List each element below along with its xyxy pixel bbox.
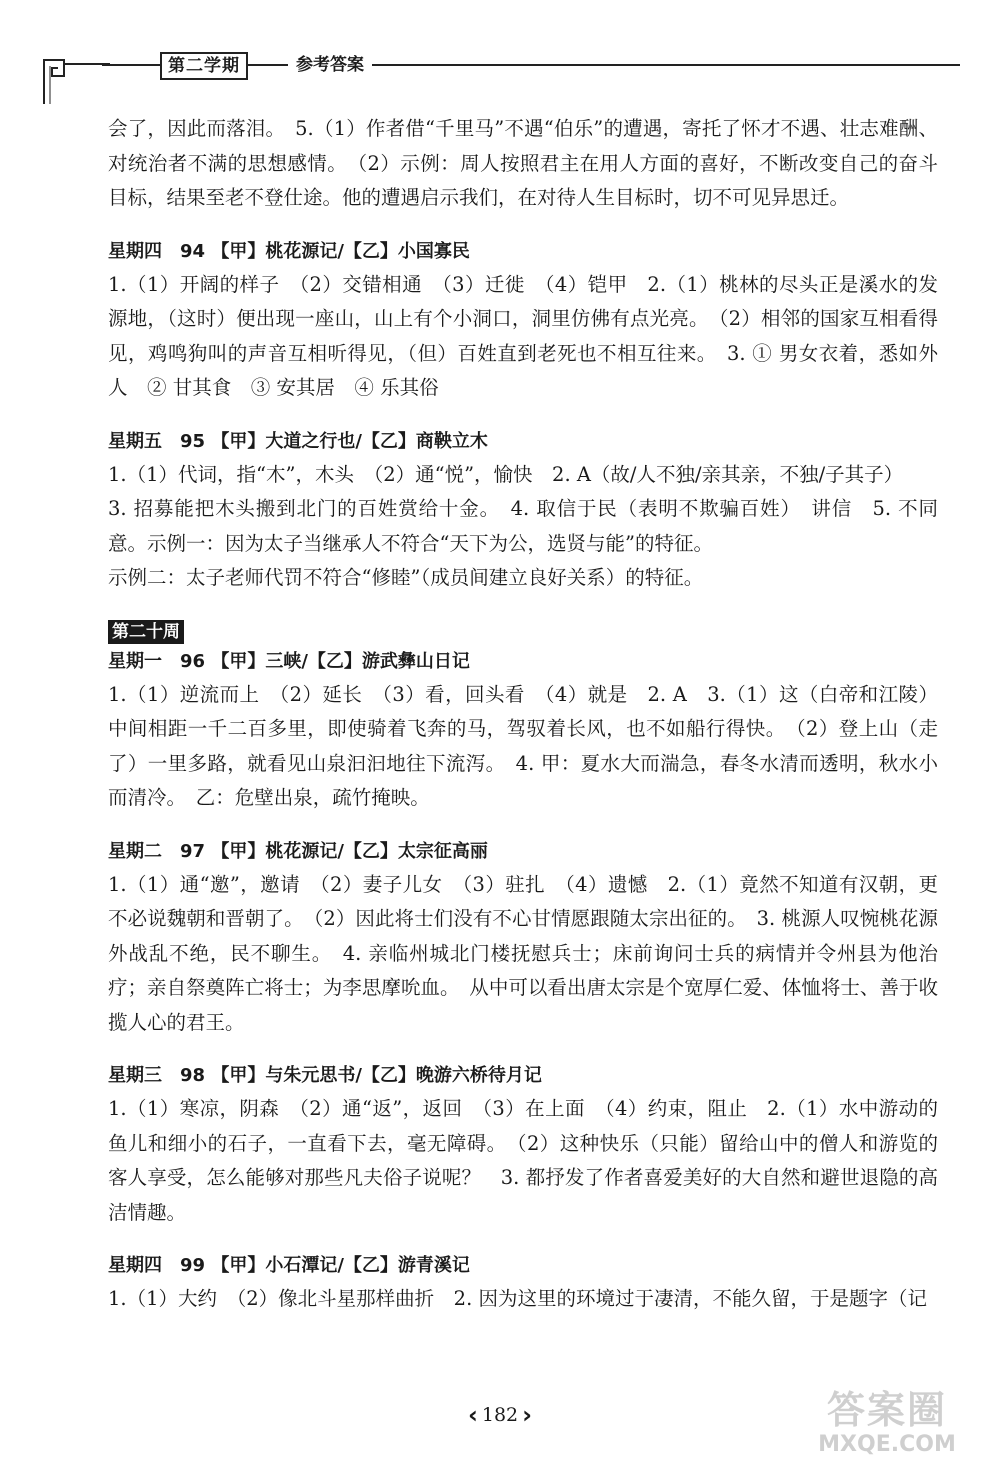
answer-paragraph: 3. 招募能把木头搬到北门的百姓赏给十金。 4. 取信于民（表明不欺骗百姓） 讲信 5. 不同意。示例一：因为太子当继承人不符合“天下为公，选贤与能”的特征。 [108, 497, 938, 555]
answer-paragraph: 1.（1）通“邀”，邀请 （2）妻子儿女 （3）驻扎 （4）遗憾 2.（1）竟然不知道有汉朝，更不必说魏朝和晋朝了。 （2）因此将士们没有不心甘情愿跟随太宗出征的。 3. 桃源人叹惋桃花源外战乱不绝，民不聊生。 4. 亲临州城北门楼抚慰兵士；床前询问士兵的病情并令州县为他治疗；亲自祭奠阵亡将士；为李思摩吮血。 从中可以看出唐太宗是个宽厚仁爱、体恤将士、善于收揽人心的君王。 [108, 872, 938, 1034]
corner-ornament-icon [42, 46, 112, 106]
page-number-group [467, 1401, 533, 1429]
answer-paragraph: 1.（1）代词，指“木”，木头 （2）通“悦”，愉快 2. A（故/人不独/亲其亲，不独/子其子） [108, 462, 904, 486]
semester-badge [160, 52, 248, 80]
section-heading: 星期五 95 【甲】大道之行也/【乙】商鞅立木 [108, 430, 488, 452]
header-title: 参考答案 [288, 52, 372, 78]
page-number: 182 [481, 1404, 519, 1426]
semester-label: 第二学期 [168, 56, 240, 76]
watermark-top: 答案圈 [826, 1388, 947, 1432]
week-badge: 第二十周 [108, 620, 184, 644]
opening-paragraph: 会了，因此而落泪。 5.（1）作者借“千里马”不遇“伯乐”的遭遇，寄托了怀才不遇、壮志难酬、对统治者不满的思想感情。 （2）示例：周人按照君主在用人方面的喜好，不断改变自己的奋斗目标，结果至老不登仕途。他的遭遇启示我们，在对待人生目标时，切不可见异思迁。 [108, 117, 938, 209]
chevron-left-icon: ‹ [467, 1401, 478, 1429]
watermark-logo [802, 1388, 972, 1468]
answer-content [108, 112, 938, 1317]
section-heading: 星期二 97 【甲】桃花源记/【乙】太宗征高丽 [108, 840, 488, 862]
answer-paragraph: 1.（1）逆流而上 （2）延长 （3）看，回头看 （4）就是 2. A 3.（1）这（白帝和江陵）中间相距一千二百多里，即使骑着飞奔的马，驾驭着长风，也不如船行得快。 （2）登上山（走了）一里多路，就看见山泉汩汩地往下流泻。 4. 甲：夏水大而湍急，春冬水清而透明，秋水小而清冷。 乙：危壁出泉，疏竹掩映。 [108, 682, 938, 809]
chevron-right-icon: › [522, 1401, 533, 1429]
page-header [42, 46, 960, 106]
answer-paragraph: 示例二：太子老师代罚不符合“修睦”（成员间建立良好关系）的特征。 [108, 566, 704, 589]
watermark-bottom: MXQE.COM [818, 1432, 956, 1457]
section-heading: 星期一 96 【甲】三峡/【乙】游武彝山日记 [108, 650, 470, 672]
answer-paragraph: 1.（1）开阔的样子 （2）交错相通 （3）迁徙 （4）铠甲 2.（1）桃林的尽头正是溪水的发源地，（这时）便出现一座山，山上有个小洞口，洞里仿佛有点光亮。 （2）相邻的国家互相看得见，鸡鸣狗叫的声音互相听得见，（但）百姓直到老死也不相互往来。 3. ① 男女衣着，悉如外人 ② 甘其食 ③ 安其居 ④ 乐其俗 [108, 272, 938, 399]
section-heading: 星期四 94 【甲】桃花源记/【乙】小国寡民 [108, 240, 470, 262]
section-heading: 星期三 98 【甲】与朱元思书/【乙】晚游六桥待月记 [108, 1065, 542, 1086]
section-heading: 星期四 99 【甲】小石潭记/【乙】游青溪记 [108, 1255, 470, 1276]
answer-paragraph: 1.（1）寒凉，阴森 （2）通“返”，返回 （3）在上面 （4）约束，阻止 2.（1）水中游动的鱼儿和细小的石子，一直看下去，毫无障碍。 （2）这种快乐（只能）留给山中的僧人和游览的客人享受，怎么能够对那些凡夫俗子说呢？ 3. 都抒发了作者喜爱美好的大自然和避世退隐的高洁情趣。 [108, 1097, 938, 1224]
answer-paragraph: 1.（1）大约 （2）像北斗星那样曲折 2. 因为这里的环境过于凄清，不能久留，于是题字（记 [108, 1287, 927, 1310]
